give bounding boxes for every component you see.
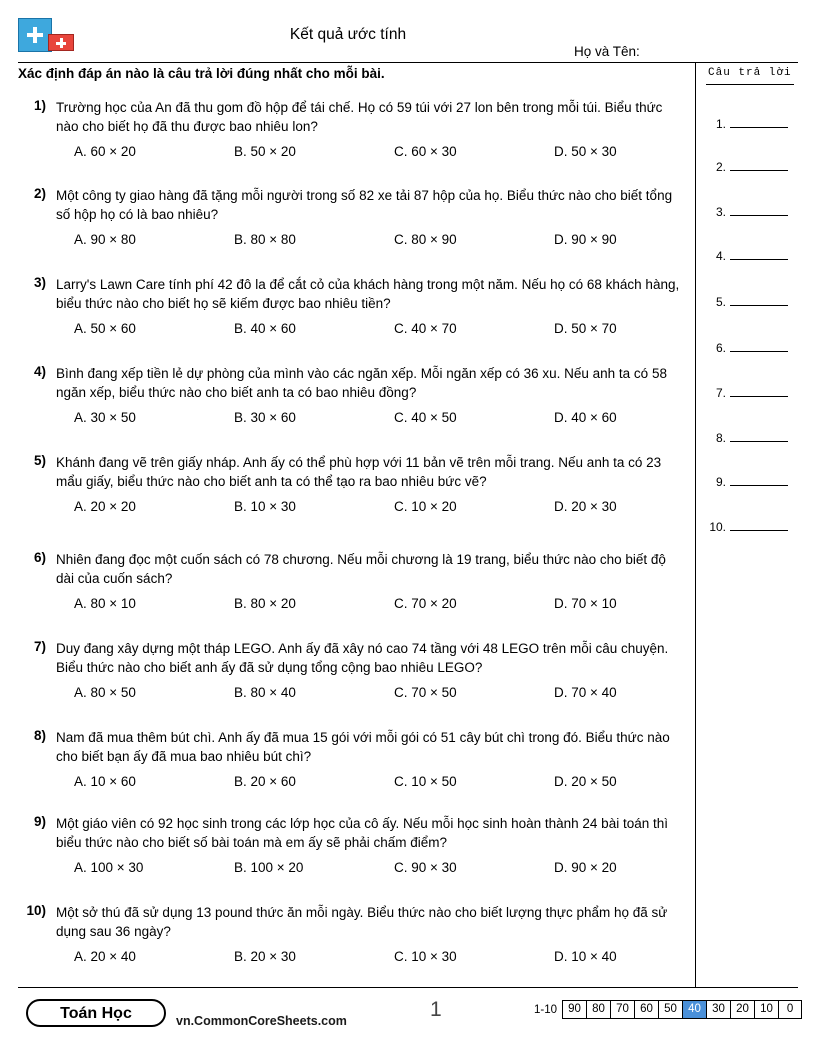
question-text: Nhiên đang đọc một cuốn sách có 78 chương. Nếu mỗi chương là 19 trang, biểu thức nào cho biết độ dài của cuốn sách? [56, 552, 666, 586]
logo-white-cross [27, 27, 43, 43]
question-text: Một sở thú đã sử dụng 13 pound thức ăn mỗi ngày. Biểu thức nào cho biết lượng thực phẩm họ đã sử dụng sau 36 ngày? [56, 905, 668, 939]
answer-slot-number: 2. [715, 160, 726, 174]
question-number: 1) [33, 98, 46, 113]
score-strip [534, 1000, 802, 1019]
choice-d[interactable]: D. 90 × 20 [554, 860, 617, 875]
student-name-label: Họ và Tên: [574, 44, 640, 59]
answer-slot-8[interactable] [706, 430, 798, 445]
question-8 [18, 728, 686, 792]
plus-logo-icon [18, 18, 78, 60]
answer-slot-number: 8. [715, 431, 726, 445]
logo-red-cross [56, 38, 66, 48]
question-text: Bình đang xếp tiền lẻ dự phòng của mình vào các ngăn xếp. Mỗi ngăn xếp có 36 xu. Nếu anh ta có 58 ngăn xếp, biểu thức nào cho biết anh ta có bao nhiêu đồng? [56, 366, 667, 400]
answer-slot-6[interactable] [706, 340, 798, 355]
answer-slot-1[interactable] [706, 116, 798, 131]
question-text: Nam đã mua thêm bút chì. Anh ấy đã mua 15 gói với mỗi gói có 51 cây bút chì trong đó. Biểu thức nào cho biết bạn ấy đã mua bao nhiêu bút chì? [56, 730, 670, 764]
choice-c[interactable]: C. 10 × 20 [394, 499, 457, 514]
choice-row [56, 949, 686, 967]
answer-slot-10[interactable] [702, 519, 794, 534]
page-header [18, 18, 798, 58]
answer-slot-number: 4. [715, 249, 726, 263]
instruction-text: Xác định đáp án nào là câu trả lời đúng nhất cho mỗi bài. [18, 66, 385, 81]
answer-slot-9[interactable] [706, 474, 798, 489]
header-divider [18, 62, 798, 63]
question-number: 4) [33, 364, 46, 379]
answer-blank[interactable] [730, 294, 788, 306]
answer-slot-number: 1. [715, 117, 726, 131]
choice-a[interactable]: A. 10 × 60 [74, 774, 136, 789]
choice-d[interactable]: D. 20 × 30 [554, 499, 617, 514]
question-number: 6) [33, 550, 46, 565]
question-text: Một giáo viên có 92 học sinh trong các lớp học của cô ấy. Nếu mỗi học sinh hoàn thành 24 bài toán thì biểu thức nào cho biết số bài toán mà em ấy sẽ phải chấm điểm? [56, 816, 668, 850]
answer-slot-number: 3. [715, 205, 726, 219]
choice-row [56, 410, 686, 428]
choice-a[interactable]: A. 30 × 50 [74, 410, 136, 425]
answer-slot-2[interactable] [706, 159, 798, 174]
choice-c[interactable]: C. 40 × 50 [394, 410, 457, 425]
choice-d[interactable]: D. 40 × 60 [554, 410, 617, 425]
question-text: Một công ty giao hàng đã tặng mỗi người trong số 82 xe tải 87 hộp của họ. Biểu thức nào cho biết tổng số hộp họ có là bao nhiêu? [56, 188, 673, 222]
choice-row [56, 596, 686, 614]
answer-slot-7[interactable] [706, 385, 798, 400]
answer-column-heading: Câu trả lời [708, 67, 792, 79]
answer-slot-5[interactable] [706, 294, 798, 309]
site-url[interactable]: vn.CommonCoreSheets.com [176, 1014, 347, 1028]
choice-row [56, 321, 686, 339]
question-number: 2) [33, 186, 46, 201]
answer-slot-number: 9. [715, 475, 726, 489]
answer-slot-number: 10. [709, 520, 726, 534]
choice-b[interactable]: B. 50 × 20 [234, 144, 296, 159]
question-number: 9) [33, 814, 46, 829]
choice-d[interactable]: D. 50 × 30 [554, 144, 617, 159]
question-3 [18, 275, 686, 339]
choice-b[interactable]: B. 80 × 40 [234, 685, 296, 700]
score-cell-40: 40 [682, 1000, 706, 1019]
answer-blank[interactable] [730, 116, 788, 128]
choice-d[interactable]: D. 70 × 10 [554, 596, 617, 611]
score-cell-10: 10 [754, 1000, 778, 1019]
score-cell-60: 60 [634, 1000, 658, 1019]
score-cell-50: 50 [658, 1000, 682, 1019]
question-1 [18, 98, 686, 162]
question-4 [18, 364, 686, 428]
page-title: Kết quả ước tính [289, 26, 407, 43]
choice-c[interactable]: C. 80 × 90 [394, 232, 457, 247]
choice-b[interactable]: B. 20 × 60 [234, 774, 296, 789]
question-10 [18, 903, 686, 967]
question-9 [18, 814, 686, 878]
choice-row [56, 499, 686, 517]
choice-a[interactable]: A. 60 × 20 [74, 144, 136, 159]
score-cell-0: 0 [778, 1000, 802, 1019]
choice-c[interactable]: C. 60 × 30 [394, 144, 457, 159]
question-number: 3) [33, 275, 46, 290]
subject-badge: Toán Học [26, 999, 166, 1027]
choice-b[interactable]: B. 20 × 30 [234, 949, 296, 964]
answer-blank[interactable] [730, 474, 788, 486]
page-number: 1 [430, 998, 442, 1021]
question-number: 8) [33, 728, 46, 743]
choice-d[interactable]: D. 90 × 90 [554, 232, 617, 247]
question-6 [18, 550, 686, 614]
choice-b[interactable]: B. 30 × 60 [234, 410, 296, 425]
choice-a[interactable]: A. 50 × 60 [74, 321, 136, 336]
choice-c[interactable]: C. 40 × 70 [394, 321, 457, 336]
choice-c[interactable]: C. 10 × 30 [394, 949, 457, 964]
choice-c[interactable]: C. 10 × 50 [394, 774, 457, 789]
footer-divider [18, 987, 798, 988]
choice-row [56, 860, 686, 878]
choice-b[interactable]: B. 80 × 80 [234, 232, 296, 247]
choice-row [56, 685, 686, 703]
question-text: Khánh đang vẽ trên giấy nháp. Anh ấy có thể phù hợp với 11 bản vẽ trên mỗi trang. Nếu anh ta có 23 mẩu giấy, biểu thức nào cho biết anh ta có thể tạo ra bao nhiêu bức vẽ? [56, 455, 662, 489]
answer-slot-number: 6. [715, 341, 726, 355]
choice-a[interactable]: A. 100 × 30 [74, 860, 144, 875]
question-number: 10) [26, 903, 46, 918]
score-range-label: 1-10 [534, 1004, 558, 1016]
choice-c[interactable]: C. 70 × 20 [394, 596, 457, 611]
answer-slot-number: 7. [715, 386, 726, 400]
choice-d[interactable]: D. 50 × 70 [554, 321, 617, 336]
question-number: 7) [33, 639, 46, 654]
score-cell-80: 80 [586, 1000, 610, 1019]
choice-row [56, 144, 686, 162]
choice-d[interactable]: D. 70 × 40 [554, 685, 617, 700]
answer-blank[interactable] [730, 385, 788, 397]
answer-blank[interactable] [730, 204, 788, 216]
question-text: Larry's Lawn Care tính phí 42 đô la để cắt cỏ của khách hàng trong một năm. Nếu họ có 68 khách hàng, biểu thức nào cho biết họ sẽ kiếm được bao nhiêu tiền? [56, 277, 680, 311]
answer-blank[interactable] [730, 519, 788, 531]
choice-a[interactable]: A. 80 × 10 [74, 596, 136, 611]
answer-blank[interactable] [730, 159, 788, 171]
choice-b[interactable]: B. 10 × 30 [234, 499, 296, 514]
choice-c[interactable]: C. 70 × 50 [394, 685, 457, 700]
choice-b[interactable]: B. 40 × 60 [234, 321, 296, 336]
score-cell-20: 20 [730, 1000, 754, 1019]
answer-heading-divider [706, 84, 794, 85]
question-5 [18, 453, 686, 517]
choice-row [56, 232, 686, 250]
answer-blank[interactable] [730, 430, 788, 442]
answer-slot-number: 5. [715, 295, 726, 309]
question-number: 5) [33, 453, 46, 468]
question-text: Duy đang xây dựng một tháp LEGO. Anh ấy đã xây nó cao 74 tầng với 48 LEGO trên mỗi câu chuyện. Biểu thức nào cho biết anh ấy đã sử dụng tổng cộng bao nhiêu LEGO? [56, 641, 669, 675]
choice-d[interactable]: D. 10 × 40 [554, 949, 617, 964]
score-cell-30: 30 [706, 1000, 730, 1019]
choice-b[interactable]: B. 100 × 20 [234, 860, 304, 875]
question-text: Trường học của An đã thu gom đồ hộp để tái chế. Họ có 59 túi với 27 lon bên trong mỗi túi. Biểu thức nào cho biết họ đã thu được bao nhiêu lon? [56, 100, 663, 134]
choice-a[interactable]: A. 90 × 80 [74, 232, 136, 247]
choice-a[interactable]: A. 20 × 40 [74, 949, 136, 964]
choice-b[interactable]: B. 80 × 20 [234, 596, 296, 611]
question-2 [18, 186, 686, 250]
question-7 [18, 639, 686, 703]
choice-row [56, 774, 686, 792]
answer-slot-3[interactable] [706, 204, 798, 219]
score-cell-70: 70 [610, 1000, 634, 1019]
score-cell-90: 90 [562, 1000, 586, 1019]
answer-blank[interactable] [730, 340, 788, 352]
choice-a[interactable]: A. 20 × 20 [74, 499, 136, 514]
answer-slot-4[interactable] [706, 248, 798, 263]
choice-d[interactable]: D. 20 × 50 [554, 774, 617, 789]
choice-a[interactable]: A. 80 × 50 [74, 685, 136, 700]
choice-c[interactable]: C. 90 × 30 [394, 860, 457, 875]
answer-blank[interactable] [730, 248, 788, 260]
